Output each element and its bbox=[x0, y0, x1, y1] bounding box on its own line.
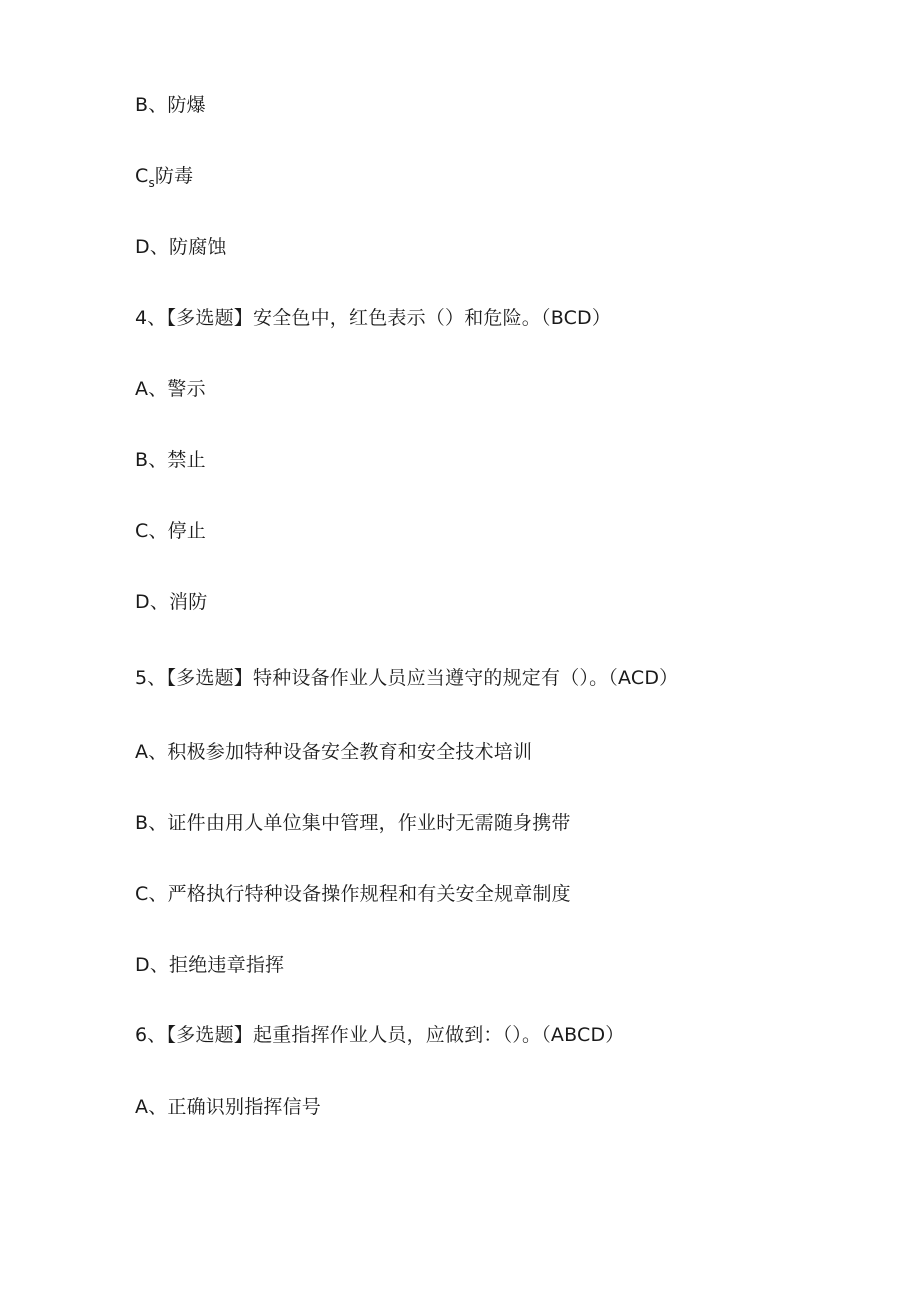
q3-option-c-subscript: s bbox=[148, 176, 155, 190]
q5-option-c: C、严格执行特种设备操作规程和有关安全规章制度 bbox=[135, 883, 571, 905]
q6-option-a: A、正确识别指挥信号 bbox=[135, 1096, 321, 1118]
q4-stem: 4、【多选题】安全色中，红色表示（）和危险。（BCD） bbox=[135, 307, 612, 329]
q5-option-a: A、积极参加特种设备安全教育和安全技术培训 bbox=[135, 741, 533, 763]
q4-option-a: A、警示 bbox=[135, 378, 206, 400]
q4-option-d: D、消防 bbox=[135, 591, 208, 613]
q3-option-c-text: 防毒 bbox=[154, 165, 194, 187]
q6-stem: 6、【多选题】起重指挥作业人员，应做到：（）。（ABCD） bbox=[135, 1024, 625, 1046]
q4-option-b: B、禁止 bbox=[135, 449, 206, 471]
q3-option-b: B、防爆 bbox=[135, 94, 206, 116]
q4-option-c: C、停止 bbox=[135, 520, 207, 542]
q5-option-b: B、证件由用人单位集中管理，作业时无需随身携带 bbox=[135, 812, 571, 834]
q5-stem: 5、【多选题】特种设备作业人员应当遵守的规定有（）。（ACD） bbox=[135, 667, 679, 689]
q3-option-c-letter: C bbox=[135, 165, 149, 187]
q3-option-d: D、防腐蚀 bbox=[135, 236, 227, 258]
q5-option-d: D、拒绝违章指挥 bbox=[135, 954, 285, 976]
q3-option-c bbox=[135, 164, 193, 190]
